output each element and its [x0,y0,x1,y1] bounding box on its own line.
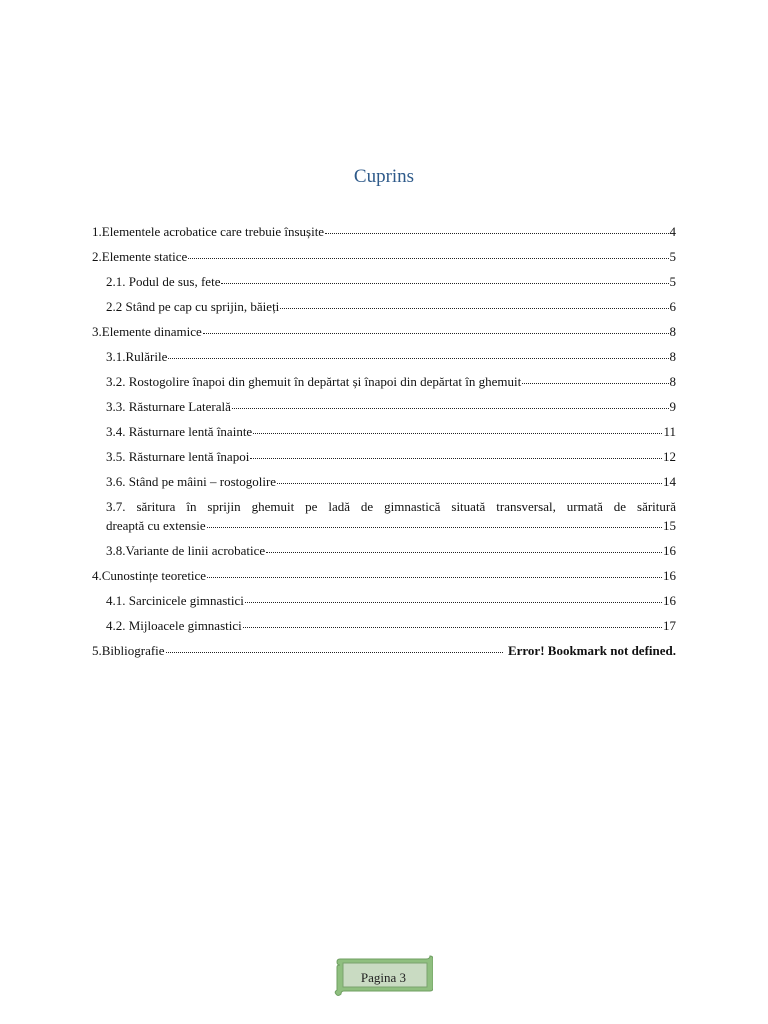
toc-entry-text: 4.1. Sarcinicele gimnastici [106,593,244,608]
toc-page-number: 16 [663,568,676,583]
toc-entry-text: 3.7. săritura în sprijin ghemuit pe ladă de gimnastică situată transversal, urmată de săritură [106,499,676,514]
dot-leader [522,373,668,384]
dot-leader [325,223,668,234]
dot-leader [188,248,668,259]
dot-leader [250,448,662,459]
toc-entry[interactable] [92,322,676,347]
toc-entry-text: 3.4. Răsturnare lentă înainte [106,424,253,439]
toc-entry-text: 2.Elemente statice [92,249,188,264]
dot-leader [245,592,662,603]
dot-leader [266,542,662,553]
toc-page-number: 15 [663,518,676,533]
toc-page-number: 4 [669,224,676,239]
toc-page-number: 16 [663,543,676,558]
toc-entry-text: 3.Elemente dinamice [92,324,202,339]
toc-page-number: 17 [663,618,676,633]
toc-entry[interactable] [92,447,676,472]
toc-entry[interactable] [92,397,676,422]
dot-leader [221,273,668,284]
toc-entry[interactable] [92,472,676,497]
toc-entry[interactable] [92,641,676,666]
toc-page-number: 16 [663,593,676,608]
toc-page-number: 5 [669,249,676,264]
toc-entry-text: 3.5. Răsturnare lentă înapoi [106,449,250,464]
toc-entry[interactable] [92,297,676,322]
toc-entry[interactable] [92,497,676,535]
toc-entry[interactable] [92,347,676,372]
toc-entry-text: 4.2. Mijloacele gimnastici [106,618,242,633]
page-number-label: Pagina 3 [360,970,407,985]
toc-page-number: 8 [669,349,676,364]
toc-entry[interactable] [92,541,676,566]
toc-entry-text: 3.2. Rostogolire înapoi din ghemuit în depărtat și înapoi din depărtat în ghemuit [106,374,522,389]
dot-leader [203,323,669,334]
table-of-contents [92,222,676,666]
toc-page-number: 9 [669,399,676,414]
toc-entry[interactable] [92,272,676,297]
toc-page-number: 14 [663,474,676,489]
toc-entry[interactable] [92,422,676,447]
toc-entry-text: 4.Cunostințe teoretice [92,568,207,583]
toc-entry-text: 3.1.Rulările [106,349,168,364]
dot-leader [280,298,668,309]
toc-page-number: 5 [669,274,676,289]
dot-leader [168,348,668,359]
toc-entry[interactable] [92,372,676,397]
dot-leader [166,642,503,653]
dot-leader [243,617,662,628]
toc-entry-text: 1.Elementele acrobatice care trebuie însușite [92,224,325,239]
toc-entry-text: 2.1. Podul de sus, fete [106,274,221,289]
toc-page-number: 6 [669,299,676,314]
dot-leader [207,567,662,578]
toc-entry[interactable] [92,591,676,616]
dot-leader [253,423,662,434]
toc-entry[interactable] [92,616,676,641]
toc-entry[interactable] [92,222,676,247]
toc-entry[interactable] [92,566,676,591]
toc-entry-text-continued: dreaptă cu extensie [106,518,206,533]
toc-page-number: 11 [663,424,676,439]
toc-entry[interactable] [92,247,676,272]
toc-entry-text: 2.2 Stând pe cap cu sprijin, băieți [106,299,280,314]
toc-page-number: 12 [663,449,676,464]
toc-page-error: Error! Bookmark not defined. [507,643,676,658]
dot-leader [232,398,669,409]
dot-leader [207,517,662,528]
page-number-badge [334,955,433,998]
toc-entry-text: 3.6. Stând pe mâini – rostogolire [106,474,277,489]
toc-entry-text: 3.3. Răsturnare Laterală [106,399,231,414]
toc-page-number: 8 [669,374,676,389]
toc-title: Cuprins [353,166,415,187]
dot-leader [277,473,662,484]
toc-entry-text: 3.8.Variante de linii acrobatice [106,543,266,558]
toc-page-number: 8 [669,324,676,339]
toc-entry-text: 5.Bibliografie [92,643,165,658]
